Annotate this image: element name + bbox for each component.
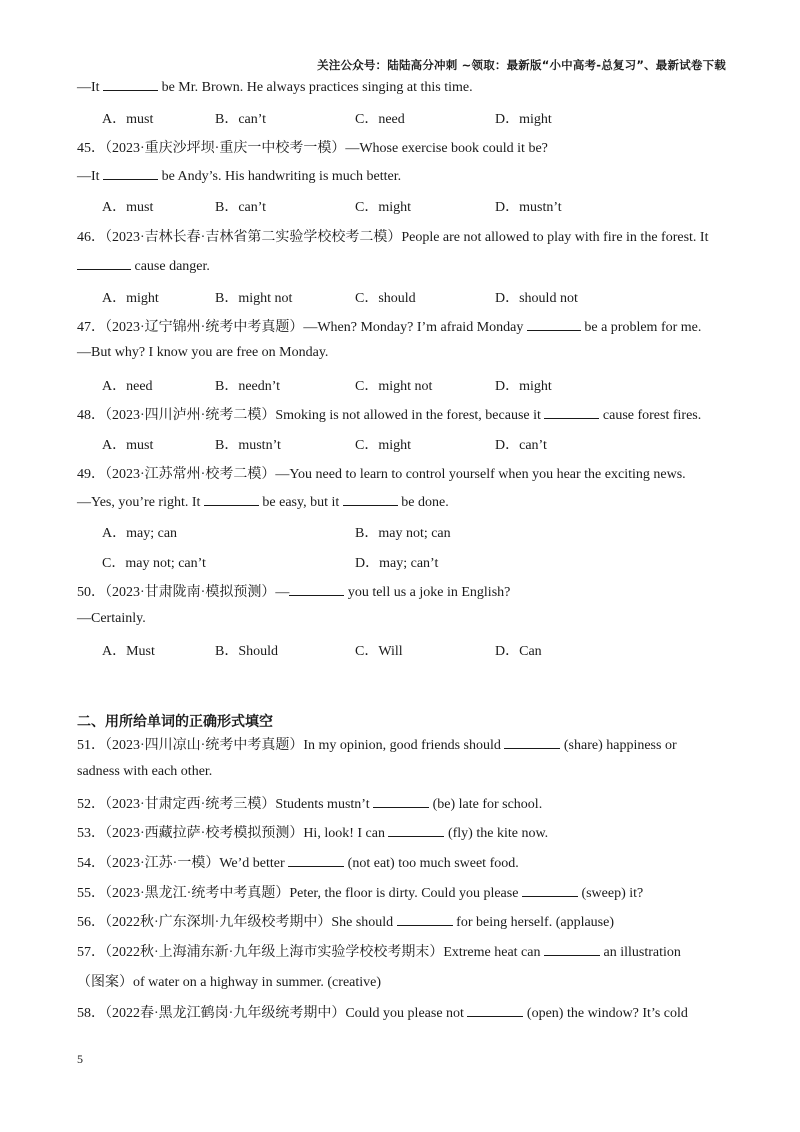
page-number: 5 [77,1052,83,1066]
q45-stem: 45．（2023·重庆沙坪坝·重庆一中校考一模）—Whose exercise book could it be? [77,141,548,156]
q51-line2: sadness with each other. [77,764,213,779]
q52-stem: 52．（2023·甘肃定西·统考三模）Students mustn’t (be) late for school. [77,797,543,812]
q51-stem: 51．（2023·四川凉山·统考中考真题）In my opinion, good friends should (share) happiness or [77,738,677,753]
q48-option-a[interactable]: A．must [102,438,154,453]
q47-line2: —But why? I know you are free on Monday. [77,345,329,360]
answer-blank[interactable] [544,406,599,419]
answer-blank[interactable] [103,167,158,180]
q46-stem: 46．（2023·吉林长春·吉林省第二实验学校校考二模）People are not allowed to play with fire in the forest. It [77,230,709,245]
answer-blank[interactable] [467,1004,523,1017]
q50-stem: 50．（2023·甘肃陇南·模拟预测）— you tell us a joke in English? [77,585,511,600]
q50-option-c[interactable]: C．Will [355,644,403,659]
answer-blank[interactable] [343,493,398,506]
q44-option-c[interactable]: C．need [355,112,405,127]
q45-option-c[interactable]: C．might [355,200,412,215]
q48-stem: 48．（2023·四川泸州·统考二模）Smoking is not allowed in the forest, because it cause forest fires. [77,408,702,423]
q50-line2: —Certainly. [77,611,146,626]
q44-answer-line: —It be Mr. Brown. He always practices singing at this time. [77,80,473,95]
q56-stem: 56．（2022秋·广东深圳·九年级校考期中）She should for being herself. (applause) [77,915,614,930]
q47-option-c[interactable]: C．might not [355,379,433,394]
q45-option-a[interactable]: A．must [102,200,154,215]
q47-option-d[interactable]: D．might [495,379,552,394]
q46-line2: cause danger. [77,257,210,275]
answer-blank[interactable] [522,884,578,897]
q47-option-b[interactable]: B．needn’t [215,379,281,394]
q46-option-b[interactable]: B．might not [215,291,293,306]
q46-option-d[interactable]: D．should not [495,291,578,306]
q49-stem: 49．（2023·江苏常州·校考二模）—You need to learn to control yourself when you hear the exciting news. [77,467,686,482]
section-heading: 二、用所给单词的正确形式填空 [77,714,273,730]
q49-option-d[interactable]: D．may; can’t [355,556,439,571]
q45-option-b[interactable]: B．can’t [215,200,267,215]
q57-line2: （图案）of water on a highway in summer. (creative) [77,975,382,990]
q58-stem: 58．（2022春·黑龙江鹤岗·九年级统考期中）Could you please not (open) the window? It’s cold [77,1006,688,1021]
q49-option-c[interactable]: C．may not; can’t [102,556,206,571]
answer-blank[interactable] [204,493,259,506]
q48-option-c[interactable]: C．might [355,438,412,453]
q50-option-d[interactable]: D．Can [495,644,542,659]
q46-option-a[interactable]: A．might [102,291,159,306]
q50-option-b[interactable]: B．Should [215,644,279,659]
q44-option-b[interactable]: B．can’t [215,112,267,127]
q50-option-a[interactable]: A．Must [102,644,155,659]
q46-option-c[interactable]: C．should [355,291,416,306]
q49-option-b[interactable]: B．may not; can [355,526,451,541]
q49-answer-line: —Yes, you’re right. It be easy, but it be done. [77,495,449,510]
answer-blank[interactable] [397,913,453,926]
q48-option-b[interactable]: B．mustn’t [215,438,281,453]
answer-blank[interactable] [289,583,344,596]
q55-stem: 55．（2023·黑龙江·统考中考真题）Peter, the floor is dirty. Could you please (sweep) it? [77,886,644,901]
page-header: 关注公众号：陆陆高分冲刺 ~领取：最新版“小中高考-总复习”、最新试卷下载 [317,58,726,72]
q44-option-a[interactable]: A．must [102,112,154,127]
answer-blank[interactable] [288,854,344,867]
q45-option-d[interactable]: D．mustn’t [495,200,562,215]
answer-blank[interactable] [388,824,444,837]
q48-option-d[interactable]: D．can’t [495,438,547,453]
q49-option-a[interactable]: A．may; can [102,526,178,541]
q44-option-d[interactable]: D．might [495,112,552,127]
answer-blank[interactable] [103,78,158,91]
answer-blank[interactable] [504,736,560,749]
answer-blank[interactable] [77,257,131,270]
q57-stem: 57．（2022秋·上海浦东新·九年级上海市实验学校校考期末）Extreme heat can an illustration [77,945,681,960]
answer-blank[interactable] [544,943,600,956]
answer-blank[interactable] [373,795,429,808]
q53-stem: 53．（2023·西藏拉萨·校考模拟预测）Hi, look! I can (fly) the kite now. [77,826,549,841]
q47-option-a[interactable]: A．need [102,379,153,394]
q54-stem: 54．（2023·江苏·一模）We’d better (not eat) too much sweet food. [77,856,519,871]
answer-blank[interactable] [527,318,581,331]
q45-answer-line: —It be Andy’s. His handwriting is much better. [77,169,402,184]
q47-stem: 47．（2023·辽宁锦州·统考中考真题）—When? Monday? I’m afraid Monday be a problem for me. [77,320,702,335]
